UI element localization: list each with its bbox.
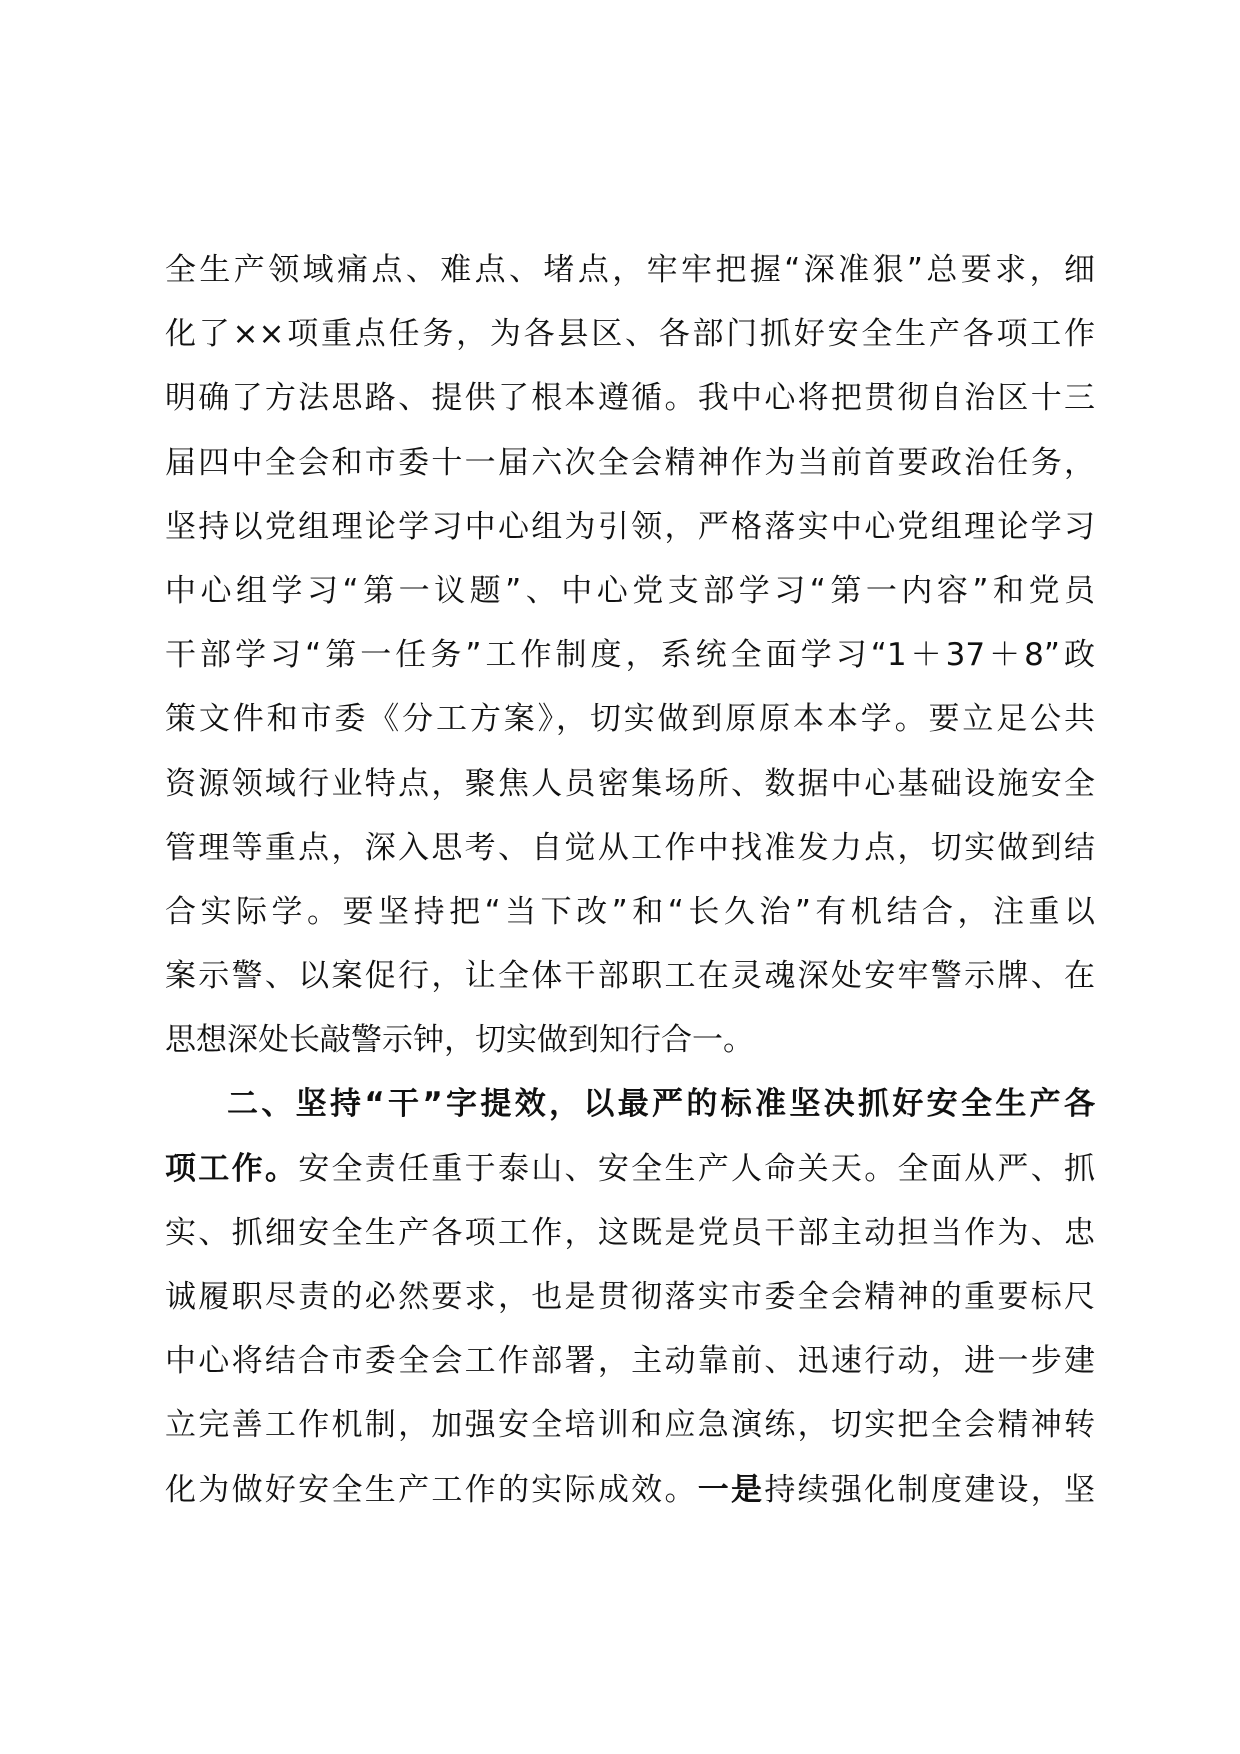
body-line: 合实际学。要坚持把“当下改”和“长久治”有机结合，注重以 (165, 893, 1095, 930)
body-line: 化了××项重点任务，为各县区、各部门抓好安全生产各项工作 (165, 316, 1095, 353)
body-line: 资源领域行业特点，聚焦人员密集场所、数据中心基础设施安全 (165, 765, 1095, 802)
emphasis-text: 一是 (697, 1471, 765, 1508)
body-line: 中心将结合市委全会工作部署，主动靠前、迅速行动，进一步建 (165, 1343, 1095, 1380)
body-line: 立完善工作机制，加强安全培训和应急演练，切实把全会精神转 (165, 1407, 1095, 1444)
body-text-span: 安全责任重于泰山、安全生产人命关天。全面从严、抓 (298, 1150, 1095, 1187)
body-line: 全生产领域痛点、难点、堵点，牢牢把握“深准狠”总要求，细 (165, 252, 1095, 288)
body-line: 策文件和市委《分工方案》，切实做到原原本本学。要立足公共 (165, 701, 1095, 738)
section-heading: 二、坚持“干”字提效，以最严的标准坚决抓好安全生产各 (227, 1086, 1095, 1123)
body-line (165, 1458, 1095, 1522)
body-line: 管理等重点，深入思考、自觉从工作中找准发力点，切实做到结 (165, 829, 1095, 866)
body-line: 诚履职尽责的必然要求，也是贯彻落实市委全会精神的重要标尺 (165, 1279, 1095, 1315)
body-line: 坚持以党组理论学习中心组为引领，严格落实中心党组理论学习 (165, 508, 1095, 545)
body-line: 明确了方法思路、提供了根本遵循。我中心将把贯彻自治区十三 (165, 380, 1095, 417)
document-body (165, 238, 1095, 1522)
body-line (165, 1137, 1095, 1201)
body-line: 案示警、以案促行，让全体干部职工在灵魂深处安牢警示牌、在 (165, 958, 1095, 995)
section-heading-end: 项工作。 (165, 1150, 299, 1187)
body-text-span: 化为做好安全生产工作的实际成效。 (165, 1471, 698, 1508)
body-text-span: 持续强化制度建设，坚 (764, 1471, 1096, 1508)
body-line: 思想深处长敲警示钟，切实做到知行合一。 (165, 1022, 754, 1059)
body-line: 干部学习“第一任务”工作制度，系统全面学习“1＋37＋8”政 (165, 637, 1095, 674)
body-line: 中心组学习“第一议题”、中心党支部学习“第一内容”和党员 (165, 572, 1095, 609)
body-line: 届四中全会和市委十一届六次全会精神作为当前首要政治任务， (165, 444, 1095, 481)
body-line: 实、抓细安全生产各项工作，这既是党员干部主动担当作为、忠 (165, 1214, 1095, 1251)
